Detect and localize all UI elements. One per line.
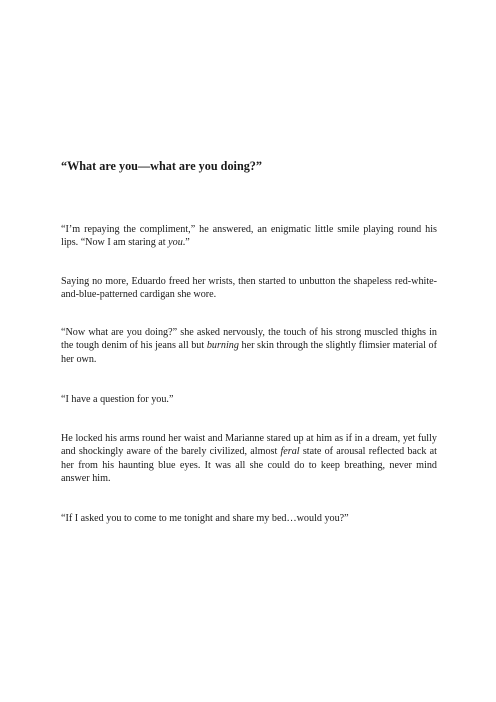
paragraph-compliment — [61, 223, 437, 250]
paragraph-embrace — [61, 432, 437, 486]
paragraph-text: state of arousal reflected back at her from his haunting blue eyes. It was all she could do to keep breathing, never mind answer him. — [61, 446, 437, 485]
paragraph-text: He locked his arms round her waist and Marianne stared up at him as if in a dream, yet fully and shockingly aware of the barely civilized, almost — [61, 433, 437, 458]
paragraph-text: “Now what are you doing?” she asked nervously, the touch of his strong muscled thighs in the tough denim of his jeans all but — [61, 327, 437, 352]
paragraph-text: .” — [182, 237, 190, 249]
emphasis-text: feral — [280, 446, 300, 458]
emphasis-text: you — [168, 237, 183, 249]
paragraph-what-doing — [61, 326, 437, 366]
paragraph-text: “I’m repaying the compliment,” he answered, an enigmatic little smile playing round his lips. “Now I am staring at — [61, 224, 437, 249]
dialogue-heading: “What are you—what are you doing?” — [61, 159, 262, 173]
paragraph-question: “I have a question for you.” — [61, 394, 174, 405]
paragraph-cardigan: Saying no more, Eduardo freed her wrists, then started to unbutton the shapeless red-white-and-blue-patterned cardigan she wore. — [61, 276, 437, 301]
paragraph-invitation: “If I asked you to come to me tonight and share my bed…would you?” — [61, 513, 349, 524]
emphasis-text: burning — [206, 340, 239, 352]
paragraph-text: her skin through the slightly flimsier material of her own. — [61, 340, 437, 365]
